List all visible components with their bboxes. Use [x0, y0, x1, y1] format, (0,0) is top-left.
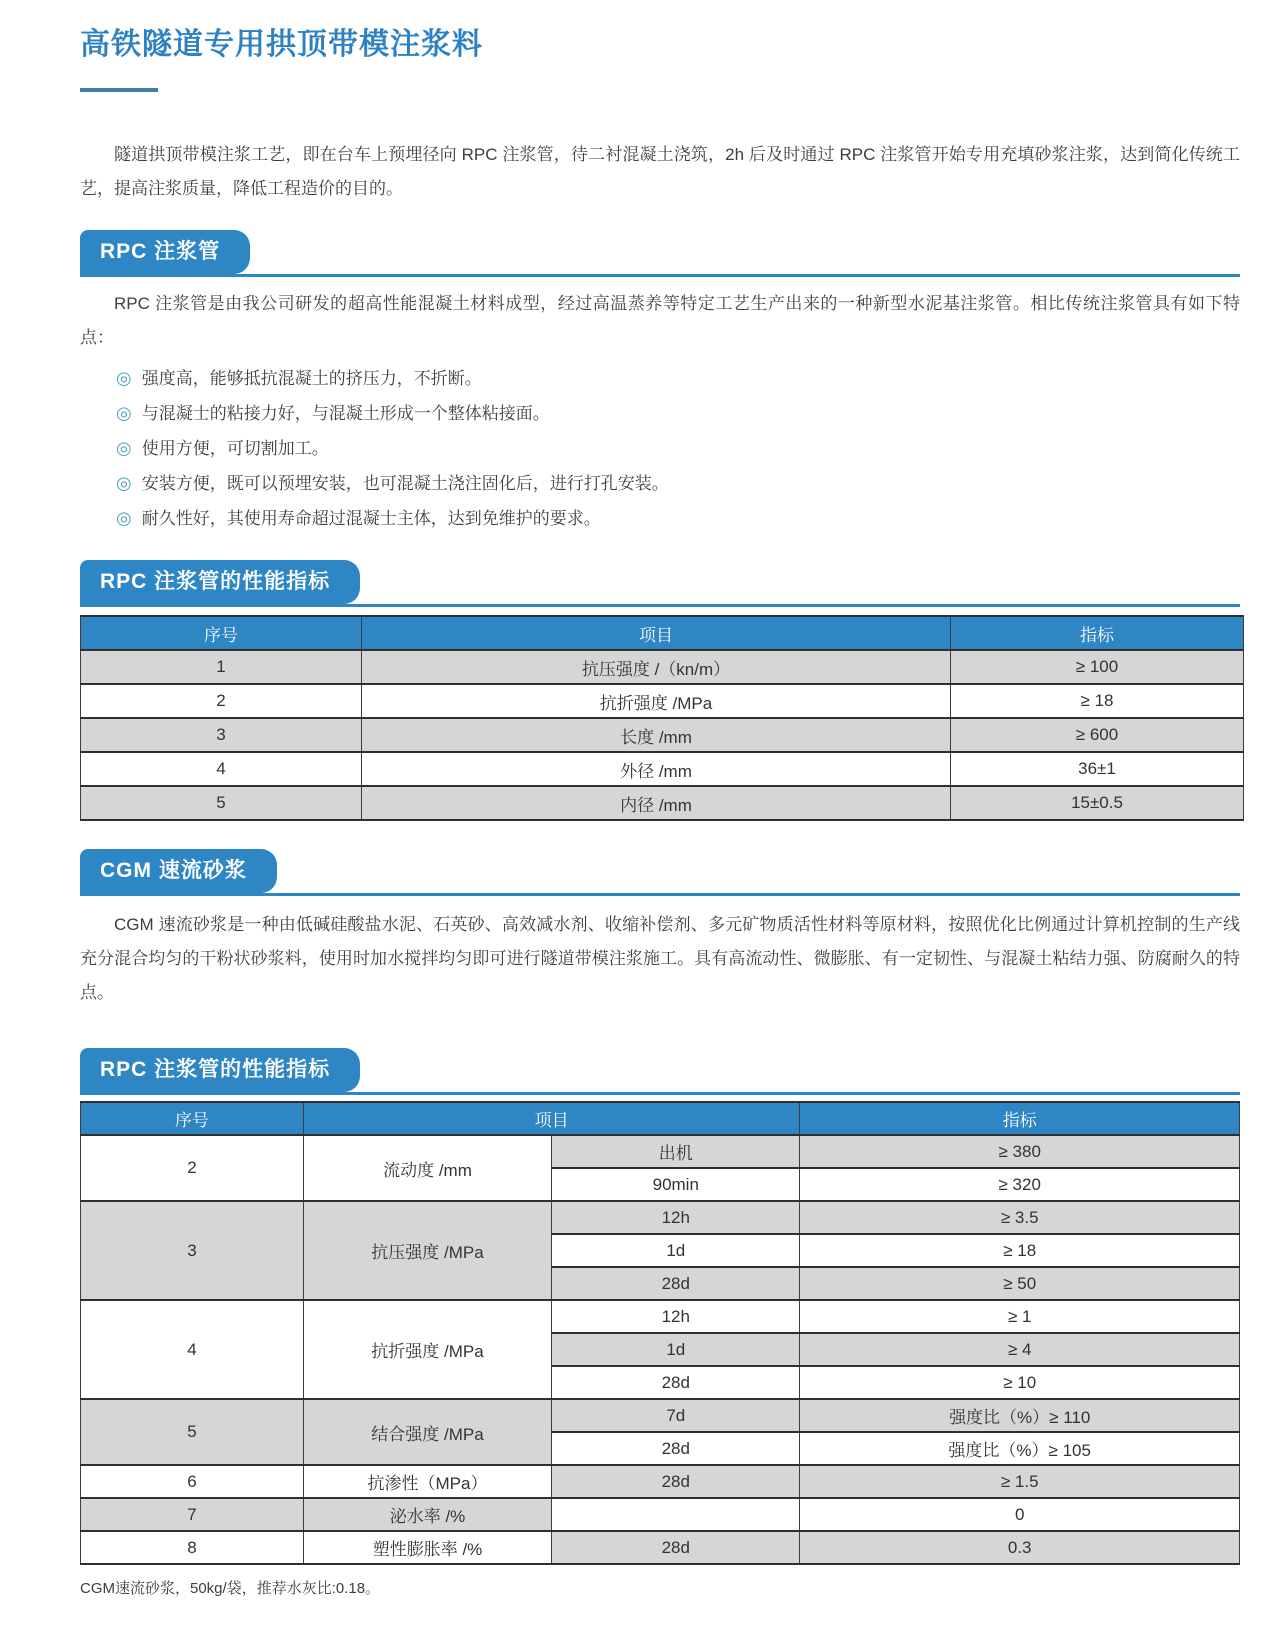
table-row [81, 1498, 1240, 1531]
table-row [81, 1531, 1240, 1564]
rpc-specs-table [80, 615, 1244, 821]
column-header-index: 指标 [951, 616, 1244, 650]
cell-condition: 出机 [552, 1135, 800, 1168]
cell-item: 抗压强度 /MPa [303, 1201, 551, 1300]
list-item [116, 501, 1240, 536]
ring-bullet-icon: ◎ [116, 473, 132, 493]
feature-text: 使用方便，可切割加工。 [141, 439, 329, 458]
section-banner-cgm [80, 849, 1240, 896]
ring-bullet-icon: ◎ [116, 508, 132, 528]
table-row [81, 718, 1244, 752]
cgm-specs-table [80, 1101, 1240, 1565]
table-row [81, 1201, 1240, 1234]
cell-condition: 1d [552, 1234, 800, 1267]
section-banner-rpc-specs-label: RPC 注浆管的性能指标 [80, 560, 360, 604]
cell-item: 结合强度 /MPa [303, 1399, 551, 1465]
cell-condition: 28d [552, 1366, 800, 1399]
cell-no: 2 [81, 684, 362, 718]
cell-no: 1 [81, 650, 362, 684]
table-header-row [81, 1102, 1240, 1135]
feature-text: 强度高，能够抵抗混凝土的挤压力，不折断。 [141, 369, 482, 388]
cell-no: 4 [81, 752, 362, 786]
feature-text: 安装方便，既可以预埋安装，也可混凝土浇注固化后，进行打孔安装。 [141, 474, 669, 493]
table-row [81, 1399, 1240, 1432]
cell-index: 0.3 [800, 1531, 1240, 1564]
cell-no: 2 [81, 1135, 304, 1201]
cell-no: 4 [81, 1300, 304, 1399]
cell-no: 3 [81, 718, 362, 752]
ring-bullet-icon: ◎ [116, 438, 132, 458]
cell-condition: 90min [552, 1168, 800, 1201]
cell-item: 抗渗性（MPa） [303, 1465, 551, 1498]
section-banner-rpc-specs [80, 560, 1240, 607]
cell-condition: 7d [552, 1399, 800, 1432]
table-row [81, 1300, 1240, 1333]
table-row [81, 786, 1244, 820]
section-banner-rpc-label: RPC 注浆管 [80, 230, 250, 274]
column-header-no: 序号 [81, 616, 362, 650]
column-header-index: 指标 [800, 1102, 1240, 1135]
cell-no: 7 [81, 1498, 304, 1531]
ring-bullet-icon: ◎ [116, 368, 132, 388]
cell-item: 外径 /mm [362, 752, 951, 786]
cell-index: ≥ 1 [800, 1300, 1240, 1333]
cell-index: 15±0.5 [951, 786, 1244, 820]
cell-item: 抗折强度 /MPa [362, 684, 951, 718]
cell-no: 5 [81, 786, 362, 820]
cgm-description: CGM 速流砂浆是一种由低碱硅酸盐水泥、石英砂、高效减水剂、收缩补偿剂、多元矿物质活性材料等原材料，按照优化比例通过计算机控制的生产线充分混合均匀的干粉状砂浆料，使用时加水搅拌均匀即可进行隧道带模注浆施工。具有高流动性、微膨胀、有一定韧性、与混凝土粘结力强、防腐耐久的特点。 [80, 915, 1240, 1002]
cell-item: 泌水率 /% [303, 1498, 551, 1531]
cell-condition: 12h [552, 1201, 800, 1234]
cell-item: 抗折强度 /MPa [303, 1300, 551, 1399]
ring-bullet-icon: ◎ [116, 403, 132, 423]
list-item [116, 396, 1240, 431]
section-banner-cgm-specs [80, 1048, 1240, 1095]
cell-condition [552, 1498, 800, 1531]
table-row [81, 1135, 1240, 1168]
cell-condition: 28d [552, 1432, 800, 1465]
list-item [116, 466, 1240, 501]
cell-condition: 28d [552, 1267, 800, 1300]
table-row [81, 752, 1244, 786]
cell-no: 5 [81, 1399, 304, 1465]
cell-index: 36±1 [951, 752, 1244, 786]
column-header-item: 项目 [362, 616, 951, 650]
cell-item: 抗压强度 /（kn/m） [362, 650, 951, 684]
rpc-description: RPC 注浆管是由我公司研发的超高性能混凝土材料成型，经过高温蒸养等特定工艺生产出来的一种新型水泥基注浆管。相比传统注浆管具有如下特点： [80, 294, 1240, 347]
section-banner-rpc [80, 230, 1240, 277]
table-row [81, 1465, 1240, 1498]
intro-paragraph: 隧道拱顶带模注浆工艺，即在台车上预埋径向 RPC 注浆管，待二衬混凝土浇筑，2h 后及时通过 RPC 注浆管开始专用充填砂浆注浆，达到简化传统工艺，提高注浆质量，降低工程造价的目的。 [80, 145, 1240, 198]
cell-item: 长度 /mm [362, 718, 951, 752]
footer-note: CGM速流砂浆，50kg/袋，推荐水灰比:0.18。 [80, 1580, 381, 1597]
cell-no: 8 [81, 1531, 304, 1564]
cell-no: 6 [81, 1465, 304, 1498]
table-row [81, 650, 1244, 684]
cell-index: 强度比（%）≥ 105 [800, 1432, 1240, 1465]
list-item [116, 361, 1240, 396]
cell-index: ≥ 380 [800, 1135, 1240, 1168]
section-banner-cgm-specs-label: RPC 注浆管的性能指标 [80, 1048, 360, 1092]
cell-no: 3 [81, 1201, 304, 1300]
cell-index: 0 [800, 1498, 1240, 1531]
cell-index: ≥ 18 [951, 684, 1244, 718]
table-row [81, 684, 1244, 718]
column-header-no: 序号 [81, 1102, 304, 1135]
title-underline [80, 88, 158, 92]
table-header-row [81, 616, 1244, 650]
section-banner-cgm-label: CGM 速流砂浆 [80, 849, 277, 893]
cell-index: ≥ 10 [800, 1366, 1240, 1399]
feature-text: 与混凝士的粘接力好，与混凝土形成一个整体粘接面。 [141, 404, 550, 423]
cell-item: 流动度 /mm [303, 1135, 551, 1201]
cell-index: ≥ 100 [951, 650, 1244, 684]
list-item [116, 431, 1240, 466]
cell-condition: 28d [552, 1531, 800, 1564]
page-title: 高铁隧道专用拱顶带模注浆料 [80, 28, 483, 61]
cell-index: ≥ 4 [800, 1333, 1240, 1366]
cell-index: ≥ 3.5 [800, 1201, 1240, 1234]
cell-index: ≥ 18 [800, 1234, 1240, 1267]
rpc-feature-list [80, 361, 1240, 536]
cell-item: 塑性膨胀率 /% [303, 1531, 551, 1564]
cell-condition: 28d [552, 1465, 800, 1498]
feature-text: 耐久性好，其使用寿命超过混凝士主体，达到免维护的要求。 [141, 509, 601, 528]
cell-index: ≥ 320 [800, 1168, 1240, 1201]
cell-index: ≥ 600 [951, 718, 1244, 752]
cell-index: 强度比（%）≥ 110 [800, 1399, 1240, 1432]
cell-index: ≥ 50 [800, 1267, 1240, 1300]
cell-index: ≥ 1.5 [800, 1465, 1240, 1498]
cell-item: 内径 /mm [362, 786, 951, 820]
column-header-item: 项目 [303, 1102, 800, 1135]
cell-condition: 1d [552, 1333, 800, 1366]
cell-condition: 12h [552, 1300, 800, 1333]
